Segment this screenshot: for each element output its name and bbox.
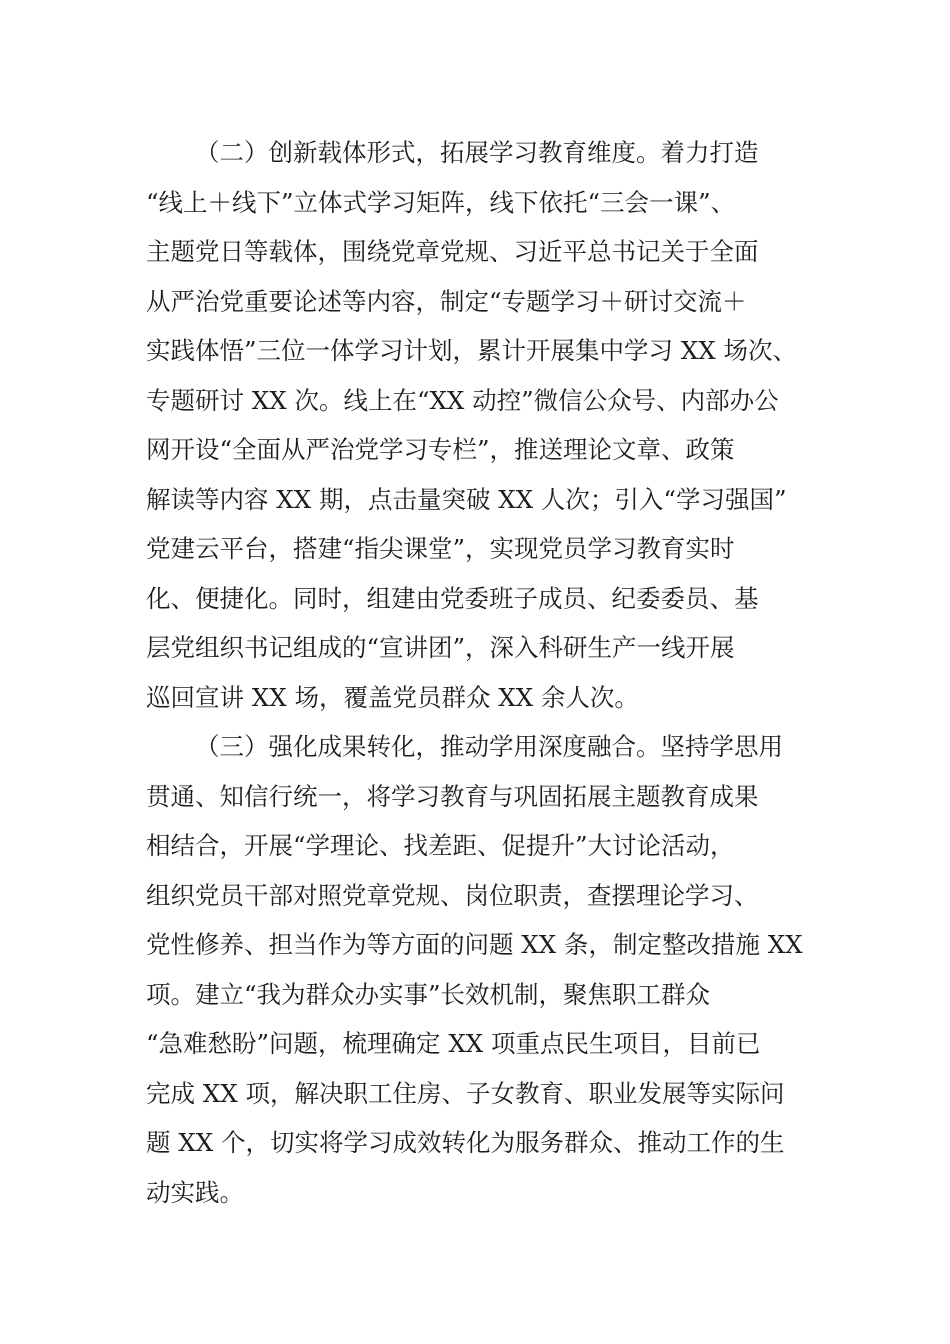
text-line: 相结合，开展“学理论、找差距、促提升”大讨论活动， [146, 831, 735, 860]
text-line: 从严治党重要论述等内容，制定“专题学习＋研讨交流＋ [146, 287, 747, 316]
text-line: 完成 XX 项，解决职工住房、子女教育、职业发展等实际问 [146, 1079, 785, 1108]
text-line: 层党组织书记组成的“宣讲团”，深入科研生产一线开展 [146, 633, 735, 662]
text-line: 专题研讨 XX 次。线上在“XX 动控”微信公众号、内部办公 [146, 386, 779, 415]
text-line: 题 XX 个，切实将学习成效转化为服务群众、推动工作的生 [146, 1128, 785, 1157]
text-line: 党性修养、担当作为等方面的问题 XX 条，制定整改措施 XX [146, 930, 803, 959]
text-line: 组织党员干部对照党章党规、岗位职责，查摆理论学习、 [146, 881, 759, 910]
text-line: 网开设“全面从严治党学习专栏”，推送理论文章、政策 [146, 435, 735, 464]
text-line: 党建云平台，搭建“指尖课堂”，实现党员学习教育实时 [146, 534, 735, 563]
text-line: 项。建立“我为群众办实事”长效机制，聚焦职工群众 [146, 980, 711, 1009]
text-line: 巡回宣讲 XX 场，覆盖党员群众 XX 余人次。 [146, 683, 639, 712]
text-line: 主题党日等载体，围绕党章党规、习近平总书记关于全面 [146, 237, 759, 266]
text-line: 解读等内容 XX 期，点击量突破 XX 人次；引入“学习强国” [146, 485, 787, 514]
text-line: “急难愁盼”问题，梳理确定 XX 项重点民生项目，目前已 [146, 1029, 761, 1058]
text-line: “线上＋线下”立体式学习矩阵，线下依托“三会一课”、 [146, 188, 736, 217]
text-line: 动实践。 [146, 1178, 244, 1207]
text-line: 实践体悟”三位一体学习计划，累计开展集中学习 XX 场次、 [146, 336, 797, 365]
text-line: 化、便捷化。同时，组建由党委班子成员、纪委委员、基 [146, 584, 759, 613]
text-line: 贯通、知信行统一，将学习教育与巩固拓展主题教育成果 [146, 782, 759, 811]
text-line: （三）强化成果转化，推动学用深度融合。坚持学思用 [195, 732, 783, 761]
text-line: （二）创新载体形式，拓展学习教育维度。着力打造 [195, 138, 759, 167]
